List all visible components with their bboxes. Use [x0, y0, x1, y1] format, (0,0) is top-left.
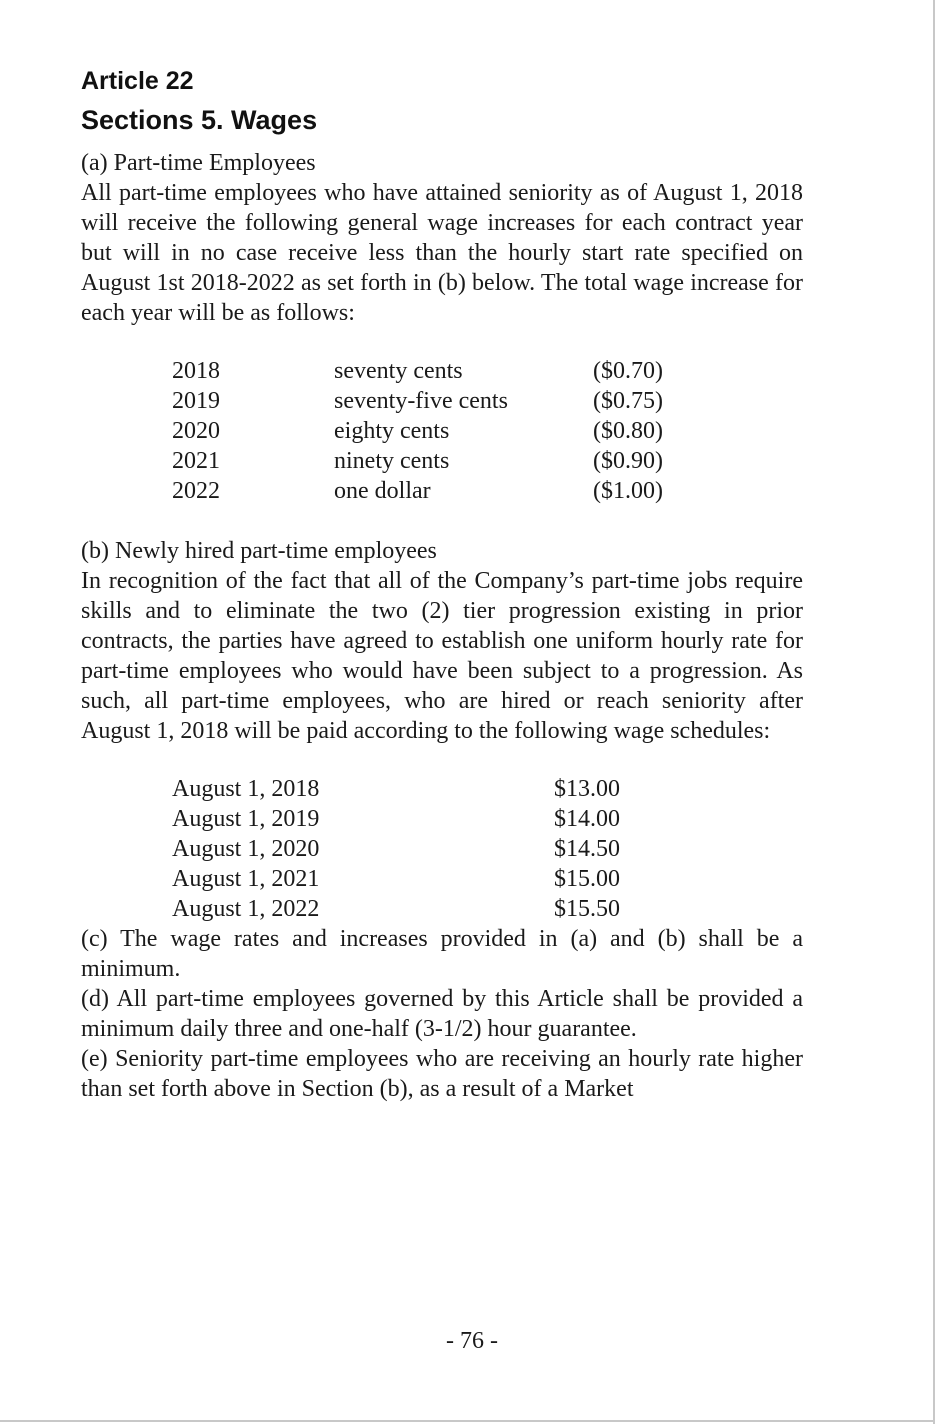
wage-increase-row [81, 386, 803, 416]
schedule-date: August 1, 2020 [172, 836, 320, 862]
wage-schedule-row [81, 864, 803, 894]
increase-amount: ($0.75) [593, 388, 663, 414]
part-b-subheading: (b) Newly hired part-time employees [81, 538, 437, 564]
page-number: - 76 - [446, 1328, 498, 1354]
wage-schedule-row [81, 804, 803, 834]
article-heading: Article 22 [81, 67, 194, 95]
schedule-date: August 1, 2022 [172, 896, 320, 922]
schedule-rate: $15.00 [554, 866, 620, 892]
wage-schedule-row [81, 774, 803, 804]
wage-schedule-table [81, 774, 803, 924]
part-d-paragraph: (d) All part-time employees governed by this Article shall be provided a minimum daily three and one-half (3-1/2) hour guarantee. [81, 986, 803, 1042]
wage-schedule-row [81, 834, 803, 864]
page-edge-right [933, 0, 935, 1424]
schedule-rate: $13.00 [554, 776, 620, 802]
increase-words: seventy cents [334, 358, 463, 384]
increase-words: one dollar [334, 478, 431, 504]
wage-increase-row [81, 446, 803, 476]
increase-amount: ($1.00) [593, 478, 663, 504]
wage-increase-row [81, 476, 803, 506]
schedule-date: August 1, 2019 [172, 806, 320, 832]
increase-year: 2019 [172, 388, 220, 414]
schedule-rate: $14.50 [554, 836, 620, 862]
part-a-subheading: (a) Part-time Employees [81, 150, 316, 176]
increase-year: 2020 [172, 418, 220, 444]
part-e-paragraph: (e) Seniority part-time employees who are receiving an hourly rate higher than set forth above in Section (b), as a result of a Market [81, 1046, 803, 1102]
schedule-rate: $14.00 [554, 806, 620, 832]
wage-increase-row [81, 416, 803, 446]
increase-year: 2018 [172, 358, 220, 384]
schedule-rate: $15.50 [554, 896, 620, 922]
page-edge-bottom [0, 1420, 935, 1422]
wage-increase-table [81, 356, 803, 506]
schedule-date: August 1, 2018 [172, 776, 320, 802]
increase-amount: ($0.80) [593, 418, 663, 444]
part-b-paragraph: In recognition of the fact that all of the Company’s part-time jobs require skills and to eliminate the two (2) tier progression existing in prior contracts, the parties have agreed to establish one uniform hourly rate for part-time employees who would have been subject to a progression. As such, all part-time employees, who are hired or reach seniority after August 1, 2018 will be paid according to the following wage schedules: [81, 568, 803, 744]
increase-amount: ($0.90) [593, 448, 663, 474]
increase-words: eighty cents [334, 418, 450, 444]
schedule-date: August 1, 2021 [172, 866, 320, 892]
increase-year: 2021 [172, 448, 220, 474]
section-heading: Sections 5. Wages [81, 105, 318, 135]
part-a-paragraph: All part-time employees who have attained seniority as of August 1, 2018 will receive the following general wage increases for each contract year but will in no case receive less than the hourly start rate specified on August 1st 2018-2022 as set forth in (b) below. The total wage increase for each year will be as follows: [81, 180, 803, 326]
increase-year: 2022 [172, 478, 220, 504]
increase-words: seventy-five cents [334, 388, 508, 414]
wage-schedule-row [81, 894, 803, 924]
part-c-paragraph: (c) The wage rates and increases provided in (a) and (b) shall be a minimum. [81, 926, 803, 982]
increase-words: ninety cents [334, 448, 450, 474]
wage-increase-row [81, 356, 803, 386]
increase-amount: ($0.70) [593, 358, 663, 384]
page-content [81, 64, 803, 1104]
